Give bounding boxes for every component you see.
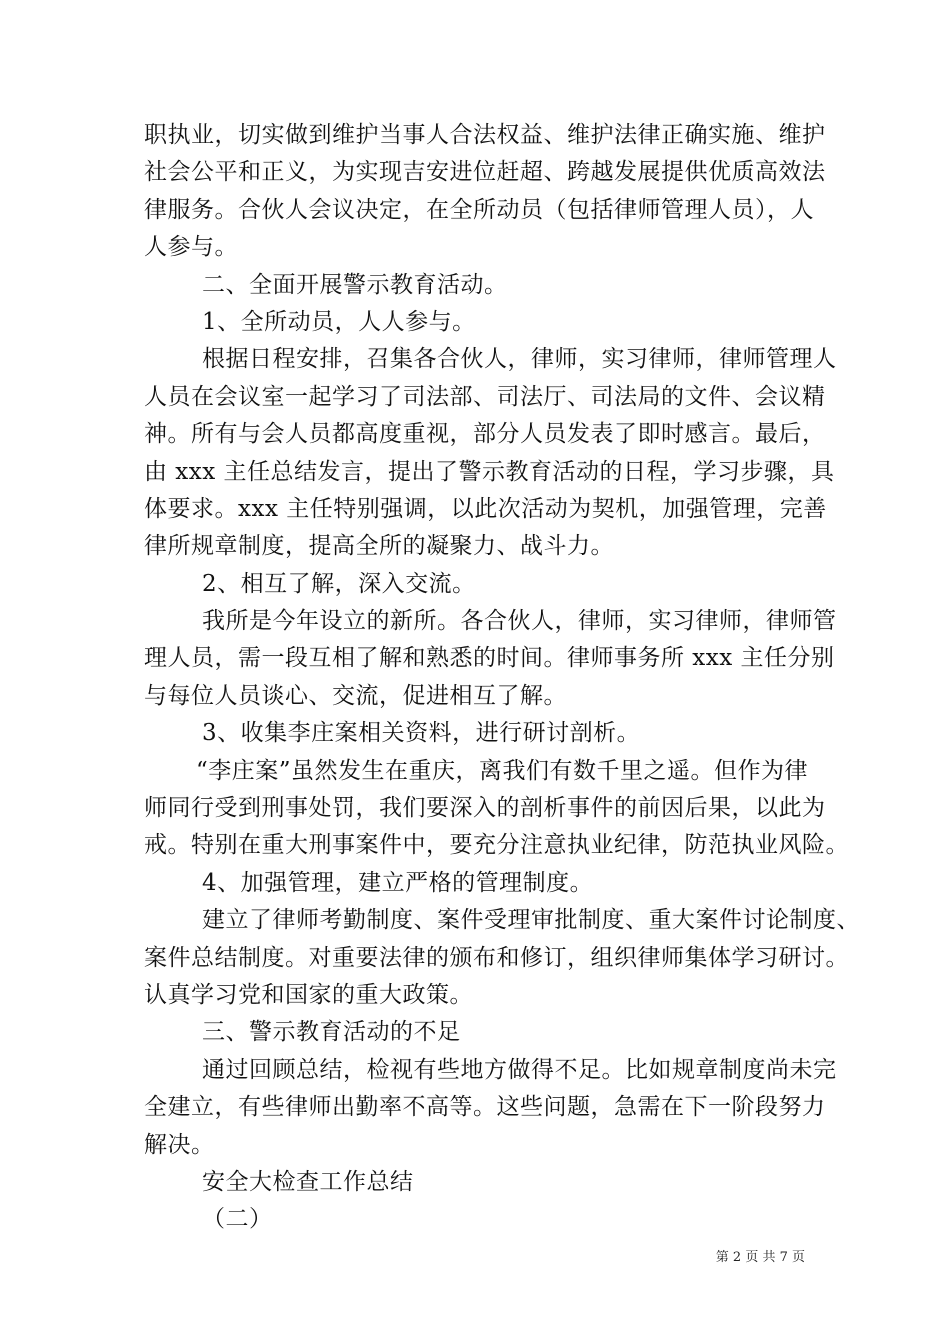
text-line: 通过回顾总结，检视有些地方做得不足。比如规章制度尚未完: [202, 1056, 837, 1083]
text-line: 根据日程安排，召集各合伙人，律师，实习律师，律师管理人: [202, 346, 837, 373]
text-line: 律服务。合伙人会议决定，在全所动员（包括律师管理人员），人: [144, 196, 814, 223]
document-subtitle: 安全大检查工作总结: [202, 1168, 414, 1195]
text-line: 社会公平和正义，为实现吉安进位赶超、跨越发展提供优质高效法: [144, 159, 826, 186]
text-line: 解决。: [144, 1131, 215, 1158]
text-line: 建立了律师考勤制度、案件受理审批制度、重大案件讨论制度、: [202, 907, 860, 934]
section-heading: 二、全面开展警示教育活动。: [202, 271, 508, 298]
text-line: 职执业，切实做到维护当事人合法权益、维护法律正确实施、维护: [144, 122, 826, 148]
text-line: 人参与。: [144, 234, 238, 261]
text-line: 师同行受到刑事处罚，我们要深入的剖析事件的前因后果，以此为: [144, 795, 826, 822]
text-line: 全建立，有些律师出勤率不高等。这些问题，急需在下一阶段努力: [144, 1094, 826, 1121]
subsection-heading: 2、相互了解，深入交流。: [202, 570, 476, 597]
text-line: 理人员，需一段互相了解和熟悉的时间。律师事务所 xxx 主任分别: [144, 645, 835, 672]
text-line: 案件总结制度。对重要法律的颁布和修订，组织律师集体学习研讨。: [144, 944, 849, 971]
page-number-footer: 第 2 页 共 7 页: [715, 1250, 805, 1265]
text-line: 由 xxx 主任总结发言，提出了警示教育活动的日程，学习步骤，具: [144, 458, 835, 485]
subsection-heading: 1、全所动员，人人参与。: [202, 308, 476, 335]
text-line: 人员在会议室一起学习了司法部、司法厅、司法局的文件、会议精: [144, 383, 826, 410]
text-line: 律所规章制度，提高全所的凝聚力、战斗力。: [144, 533, 614, 560]
text-line: “李庄案”虽然发生在重庆，离我们有数千里之遥。但作为律: [196, 757, 809, 784]
text-line: 戒。特别在重大刑事案件中，要充分注意执业纪律，防范执业风险。: [144, 832, 849, 859]
section-heading: 三、警示教育活动的不足: [202, 1019, 461, 1046]
subsection-heading: 4、加强管理，建立严格的管理制度。: [202, 869, 594, 896]
text-line: 体要求。xxx 主任特别强调，以此次活动为契机，加强管理，完善: [144, 495, 827, 522]
text-line: 神。所有与会人员都高度重视，部分人员发表了即时感言。最后，: [144, 421, 826, 448]
document-body: [144, 117, 860, 1239]
document-subtitle-number: （二）: [202, 1206, 273, 1233]
text-line: 我所是今年设立的新所。各合伙人，律师，实习律师，律师管: [202, 608, 837, 635]
subsection-heading: 3、收集李庄案相关资料，进行研讨剖析。: [202, 720, 641, 747]
text-line: 认真学习党和国家的重大政策。: [144, 981, 473, 1008]
text-line: 与每位人员谈心、交流，促进相互了解。: [144, 682, 567, 709]
